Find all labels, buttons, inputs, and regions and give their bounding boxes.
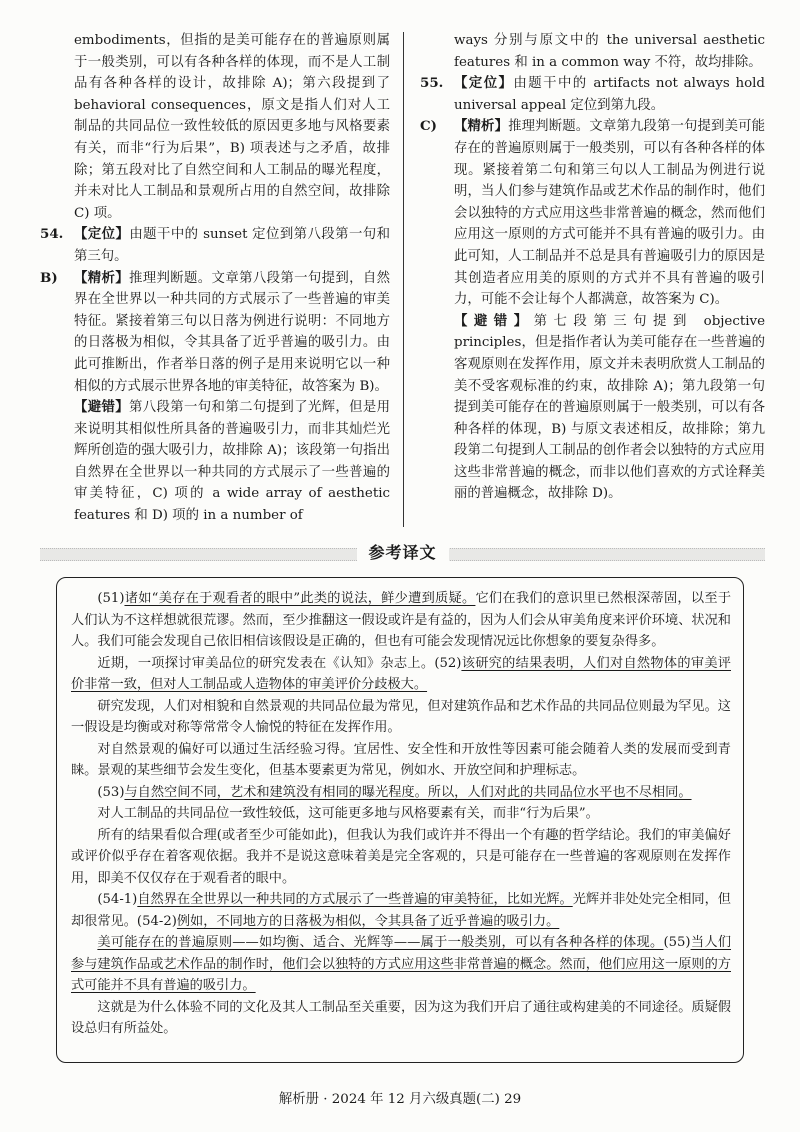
translation-paragraph-4: 对自然景观的偏好可以通过生活经验习得。宜居性、安全性和开放性等因素可能会随着人类的发展而受到青睐。景观的某些细节会发生变化，但基本要素更为常见，例如水、开放空间和护理标志。 (71, 741, 731, 778)
question-number: 54. (40, 226, 64, 243)
question-54-avoid-errors (40, 397, 390, 527)
avoid-text: 第八段第一句和第二句提到了光辉，但是用来说明其相似性所具备的普遍吸引力，而非其灿烂光辉所创造的强大吸引力，故排除 A)；该段第一句指出自然界在全世界以一种共同的方式展示了一些普遍的审美特征，C) 项的 a wide array of aesthetic features 和 D) 项的 in a number of (74, 400, 391, 524)
plain-text: 近期，一项探讨审美品位的研究发表在《认知》杂志上。(52) (97, 655, 462, 671)
avoid-tag: 【避错】 (74, 399, 130, 416)
translation-paragraph-6: 对人工制品的共同品位一致性较低，这可能更多地与风格要素有关，而非“行为后果”。 (97, 806, 599, 821)
section-title: 参考译文 (356, 540, 448, 566)
question-54-analysis (40, 268, 390, 398)
translation-box (56, 577, 744, 1063)
explanation-continued: ways 分别与原文中的 the universal aesthetic features 和 in a common way 不符，故均排除。 (454, 33, 765, 70)
translation-paragraph-3: 研究发现，人们对相貌和自然景观的共同品位最为常见，但对建筑作品和艺术作品的共同品位则最为罕见。这一假设是均衡或对称等常常令人愉悦的特征在发挥作用。 (71, 698, 731, 735)
analysis-text: 推理判断题。文章第八段第一句提到，自然界在全世界以一种共同的方式展示了一些普遍的审美特征。紧接着第三句以日落为例进行说明：不同地方的日落极为相似，令其具备了近乎普遍的吸引力。由此可推断出，作者举日落的例子是用来说明它以一种相似的方式展示世界各地的审美特征，故答案为 B)。 (74, 270, 391, 394)
translation-paragraph-7: 所有的结果看似合理(或者至少可能如此)，但我认为我们或许并不得出一个有趣的哲学结论。我们的审美偏好或评价似乎存在着客观依据。我并不是说这意味着美是完全客观的，只是可能存在一些普遍的客观原则在发挥作用，即美不仅仅存在于观看者的眼中。 (71, 827, 731, 886)
translation-paragraph-9 (71, 932, 731, 997)
translation-paragraph-1 (71, 588, 731, 653)
underlined-sentence: 自然界在全世界以一种共同的方式展示了一些普遍的审美特征，比如光辉。 (137, 892, 573, 907)
analysis-text: 推理判断题。文章第九段第一句提到美可能存在的普遍原则属于一般类别，可以有各种各样的体现。紧接着第二句和第三句以人工制品为例进行说明，当人们参与建筑作品或艺术作品的制作时，他们会以独特的方式应用这些非常普遍的概念，然而他们应用这一原则的方式可能并不具有普遍的吸引力。由此可知，人工制品并不总是具有普遍吸引力的原因是其创造者应用美的原则的方式并不具有普遍的吸引力，可能不会让每个人都满意，故答案为 C)。 (454, 119, 766, 308)
locate-text: 由题干中的 sunset 定位到第八段第一句和第三句。 (74, 227, 391, 264)
right-column (420, 30, 765, 505)
marker: (55) (663, 935, 691, 950)
explanation-continued: embodiments，但指的是美可能存在的普遍原则属于一般类别，可以有各种各样的体现，而不是人工制品有各种各样的设计，故排除 A)；第六段提到了 behavioral consequences，原文是指人们对人工制品的共同品位一致性较低的原因更多地与风格要素有关，而非“行为后果”，B) 项表述与之矛盾，故排除；第五段对比了自然空间和人工制品的曝光程度，并未对比人工制品和景观所占用的自然空间，故排除 C) 项。 (74, 33, 390, 221)
marker: (54-1) (97, 892, 138, 907)
section-title-bar (40, 540, 765, 566)
locate-tag: 【定位】 (74, 226, 130, 243)
underlined-sentence: 当人们参与建筑作品或艺术作品的制作时，他们会以独特的方式应用这些非常普遍的概念。然而，他们应用这一原则的方式可能并不具有普遍的吸引力。 (71, 935, 732, 993)
question-number: 55. (420, 75, 444, 92)
column-divider (403, 32, 404, 527)
underlined-sentence: 诸如“美存在于观看者的眼中”此类的说法，鲜少遭到质疑。 (124, 591, 476, 606)
question-54-locate (40, 224, 390, 267)
page-footer: 解析册 · 2024 年 12 月六级真题(二) 29 (278, 1092, 522, 1107)
answer-explanations (40, 30, 765, 535)
question-55-locate (420, 73, 765, 116)
left-column (40, 30, 390, 527)
avoid-text: 第七段第三句提到 objective principles，但是指作者认为美可能存在一些普遍的客观原则在发挥作用，原文并未表明欣赏人工制品的美不受客观标准的约束，故排除 A)；第九段第一句提到美可能存在的普遍原则属于一般类别，可以有各种各样的体现，B) 与原文表述相反，故排除；第九段第二句提到人工制品的创作者会以独特的方式应用这些非常普遍的概念，而非以他们喜欢的方式诠释美丽的普遍概念，故排除 D)。 (454, 313, 765, 502)
question-55-avoid-errors (420, 311, 765, 505)
locate-text: 由题干中的 artifacts not always hold universal appeal 定位到第九段。 (454, 76, 766, 113)
translation-paragraph-5 (71, 782, 731, 804)
marker: (51) (97, 591, 125, 606)
analysis-tag: 【精析】 (454, 118, 509, 135)
avoid-tag: 【避错】 (454, 312, 534, 329)
question-55-analysis (420, 116, 765, 310)
analysis-tag: 【精析】 (74, 269, 130, 286)
plain-text: 它们在我们的意识里已然根深蒂固，以至于人们认为不这样想就很荒谬。然而，至少推翻这一假设或许是有益的，因为人们会从审美角度来评价环境、状况和人。我们可能会发现自己依旧相信该假设是正确的，但也有可能会发现情况远比你想象的要复杂得多。 (71, 591, 732, 649)
translation-paragraph-8 (71, 889, 731, 932)
underlined-sentence: 美可能存在的普遍原则——如均衡、适合、光辉等——属于一般类别，可以有各种各样的体现。 (97, 935, 664, 950)
underlined-sentence: 该研究的结果表明，人们对自然物体的审美评价非常一致，但对人工制品或人造物体的审美评价分歧极大。 (71, 655, 731, 692)
answer-letter: C) (420, 118, 437, 135)
marker: (53) (97, 784, 125, 800)
answer-letter: B) (40, 269, 58, 286)
translation-paragraph-10: 这就是为什么体验不同的文化及其人工制品至关重要，因为这为我们开启了通往或构建美的不同途径。质疑假设总归有所益处。 (71, 999, 731, 1036)
underlined-sentence: 与自然空间不同，艺术和建筑没有相同的曝光程度。所以，人们对此的共同品位水平也不尽相同。 (124, 784, 692, 800)
locate-tag: 【定位】 (454, 75, 514, 92)
plain-text: 光辉并非处处完全相同，但却很常见。(54-2) (71, 892, 731, 929)
translation-paragraph-2 (71, 653, 731, 696)
underlined-sentence: 例如，不同地方的日落极为相似，令其具备了近乎普遍的吸引力。 (176, 913, 560, 929)
